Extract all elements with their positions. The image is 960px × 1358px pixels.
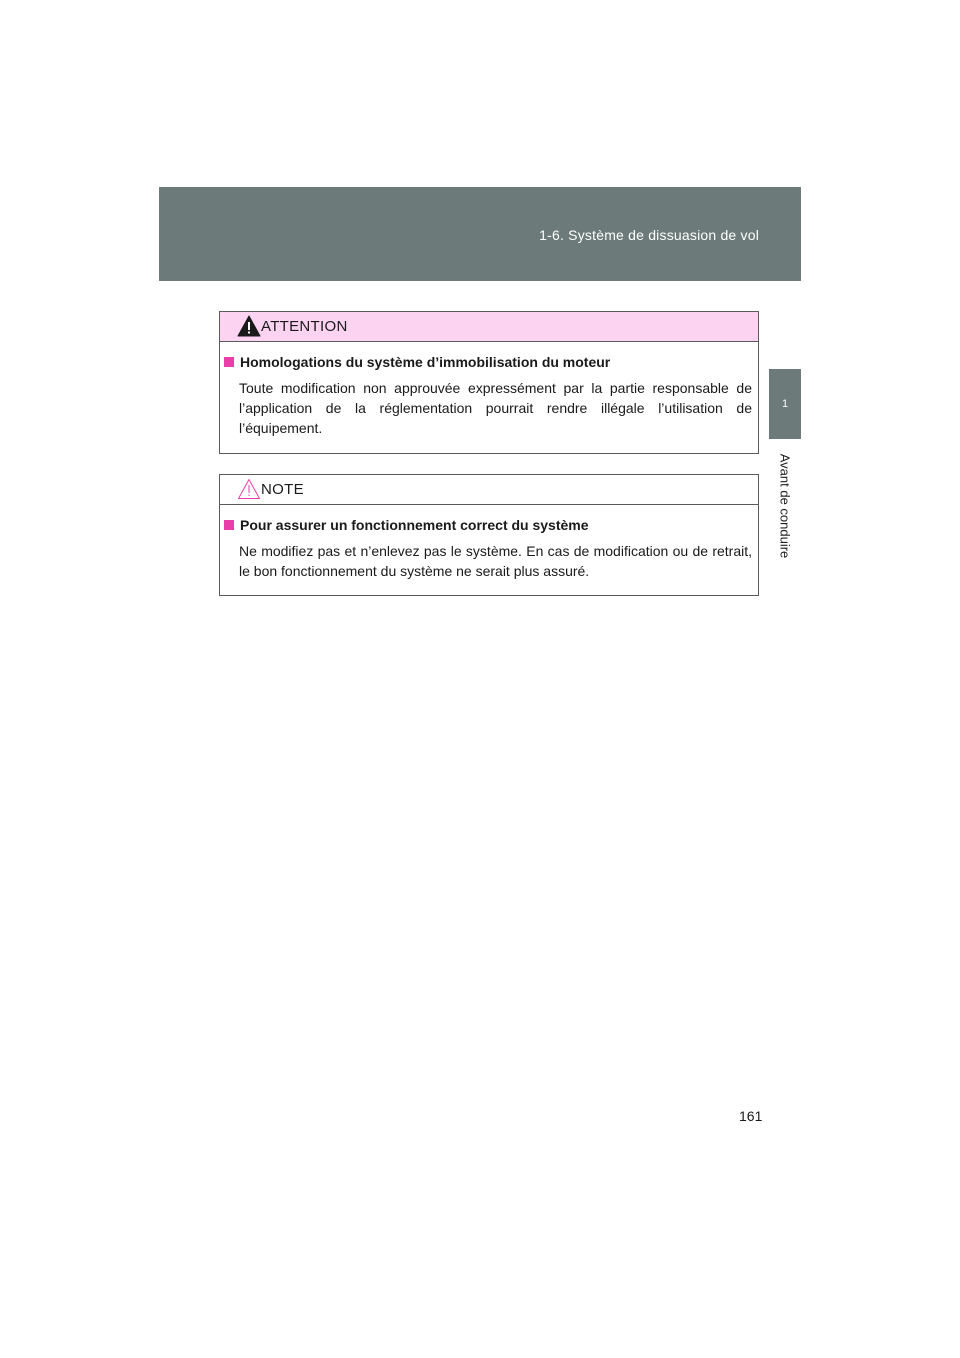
attention-label: ATTENTION: [261, 318, 348, 335]
section-title: 1-6. Système de dissuasion de vol: [539, 227, 759, 243]
warning-triangle-filled-icon: [237, 315, 261, 337]
attention-box: [219, 311, 759, 454]
page-number: 161: [739, 1108, 763, 1124]
note-label: NOTE: [261, 481, 304, 498]
attention-box-header: [220, 312, 758, 342]
warning-triangle-outline-icon: [237, 478, 261, 500]
chapter-number: 1: [781, 398, 789, 410]
bullet-square-icon: [224, 357, 234, 367]
chapter-tab: [769, 369, 801, 439]
section-header-band: [159, 187, 801, 281]
attention-box-body: [220, 342, 758, 438]
note-box-body: [220, 505, 758, 581]
note-box: [219, 474, 759, 596]
note-item-title: Pour assurer un fonctionnement correct du système: [240, 517, 589, 533]
note-item-heading: [224, 515, 752, 535]
note-item-text: Ne modifiez pas et n’enlevez pas le système. En cas de modification ou de retrait, le bon fonctionnement du système ne serait plus assuré.: [239, 543, 752, 579]
chapter-label-text: Avant de conduire: [777, 453, 793, 559]
attention-item-title: Homologations du système d’immobilisation du moteur: [240, 354, 611, 370]
attention-item-text: Toute modification non approuvée expressément par la partie responsable de l’application de la réglementation pourrait rendre illégale l’utilisation de l’équipement.: [239, 380, 752, 436]
bullet-square-icon: [224, 520, 234, 530]
attention-item-heading: [224, 352, 752, 372]
note-box-header: [220, 475, 758, 505]
